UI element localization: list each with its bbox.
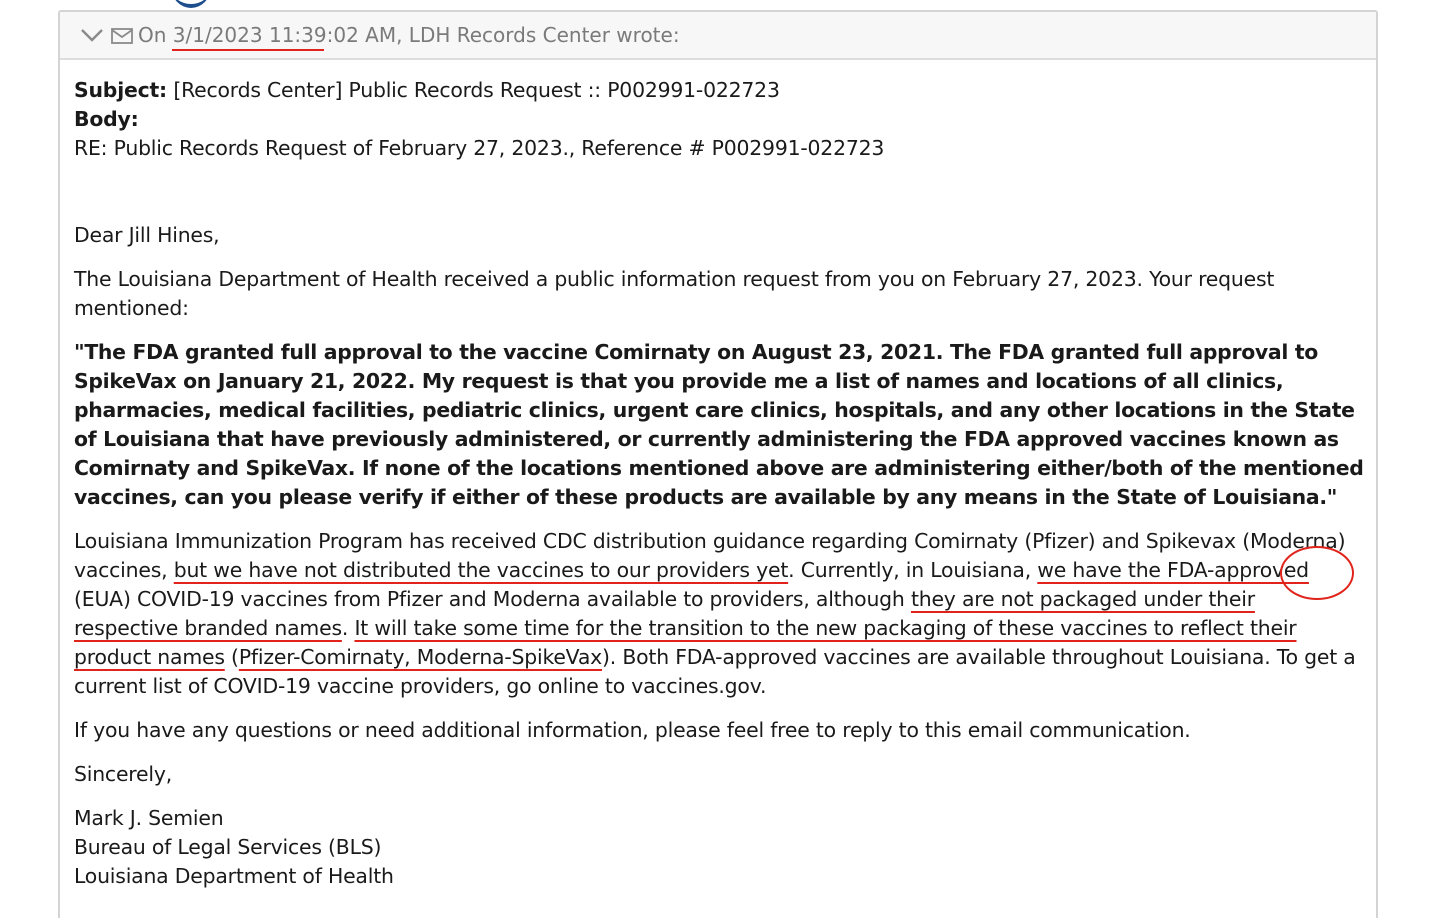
underlined-text: Pfizer-Comirnaty, Moderna-SpikeVax bbox=[238, 645, 603, 669]
quoted-email-header[interactable] bbox=[60, 12, 1376, 60]
response-text: . Currently, in Louisiana, bbox=[788, 558, 1038, 582]
header-on-label: On bbox=[138, 23, 167, 47]
response-text: Louisiana Immunization Program has received CDC distribution guidance regarding Comirnaty (Pfizer) and Spikevax (Moderna) vaccines, bbox=[74, 529, 1346, 582]
envelope-icon bbox=[110, 26, 134, 46]
quoted-email-panel bbox=[58, 10, 1378, 918]
underlined-text: It will take some time for the transition to the new packaging of these vaccines to reflect their product names bbox=[74, 616, 1297, 669]
intro-paragraph: The Louisiana Department of Health received a public information request from you on February 27, 2023. Your request mentioned: bbox=[74, 267, 1275, 320]
greeting: Dear Jill Hines, bbox=[74, 223, 220, 247]
subject-line bbox=[74, 76, 1364, 105]
header-sender: :02 AM, LDH Records Center wrote: bbox=[326, 23, 680, 47]
response-text: ( bbox=[224, 645, 239, 669]
signature-department: Louisiana Department of Health bbox=[74, 864, 394, 888]
email-body bbox=[74, 76, 1364, 891]
circled-text: EUA bbox=[81, 587, 123, 611]
annotation-circle-eua bbox=[1280, 546, 1354, 600]
response-paragraph bbox=[74, 527, 1364, 701]
header-date: 3/1/2023 bbox=[172, 23, 263, 47]
response-text: ) COVID-19 vaccines from Pfizer and Moderna available to providers, although bbox=[122, 587, 911, 611]
response-text: ( bbox=[74, 587, 82, 611]
underlined-text: they are not packaged under their respective branded names bbox=[74, 587, 1255, 640]
signature-name: Mark J. Semien bbox=[74, 806, 224, 830]
re-line: RE: Public Records Request of February 27, 2023., Reference # P002991-022723 bbox=[74, 136, 885, 160]
subject-value: [Records Center] Public Records Request :: P002991-022723 bbox=[173, 78, 780, 102]
header-time: 11:39 bbox=[268, 23, 327, 47]
annotation-underline-date bbox=[172, 49, 324, 51]
request-quote: "The FDA granted full approval to the vaccine Comirnaty on August 23, 2021. The FDA granted full approval to SpikeVax on January 21, 2022. My request is that you provide me a list of names and locations of all clinics, pharmacies, medical facilities, pediatric clinics, urgent care clinics, hospitals, and any other locations in the State of Louisiana that have previously administered, or currently administering the FDA approved vaccines known as Comirnaty and SpikeVax. If none of the locations mentioned above are administering either/both of the mentioned vaccines, can you please verify if either of these products are available by any means in the State of Louisiana." bbox=[74, 340, 1364, 509]
subject-label: Subject: bbox=[74, 78, 168, 102]
chevron-down-icon[interactable] bbox=[78, 23, 106, 47]
closing-note: If you have any questions or need additional information, please feel free to reply to this email communication. bbox=[74, 718, 1191, 742]
body-label: Body: bbox=[74, 107, 139, 131]
signature-bureau: Bureau of Legal Services (BLS) bbox=[74, 835, 382, 859]
underlined-text: but we have not distributed the vaccines to our providers yet bbox=[173, 558, 789, 582]
partial-logo-arc bbox=[172, 0, 210, 8]
response-text: . bbox=[341, 616, 355, 640]
underlined-text: we have the FDA-approved bbox=[1037, 558, 1309, 582]
response-text: ). Both FDA-approved vaccines are available throughout Louisiana. To get a current list of COVID-19 vaccine providers, go online to vaccines.gov. bbox=[74, 645, 1356, 698]
sign-off: Sincerely, bbox=[74, 762, 172, 786]
